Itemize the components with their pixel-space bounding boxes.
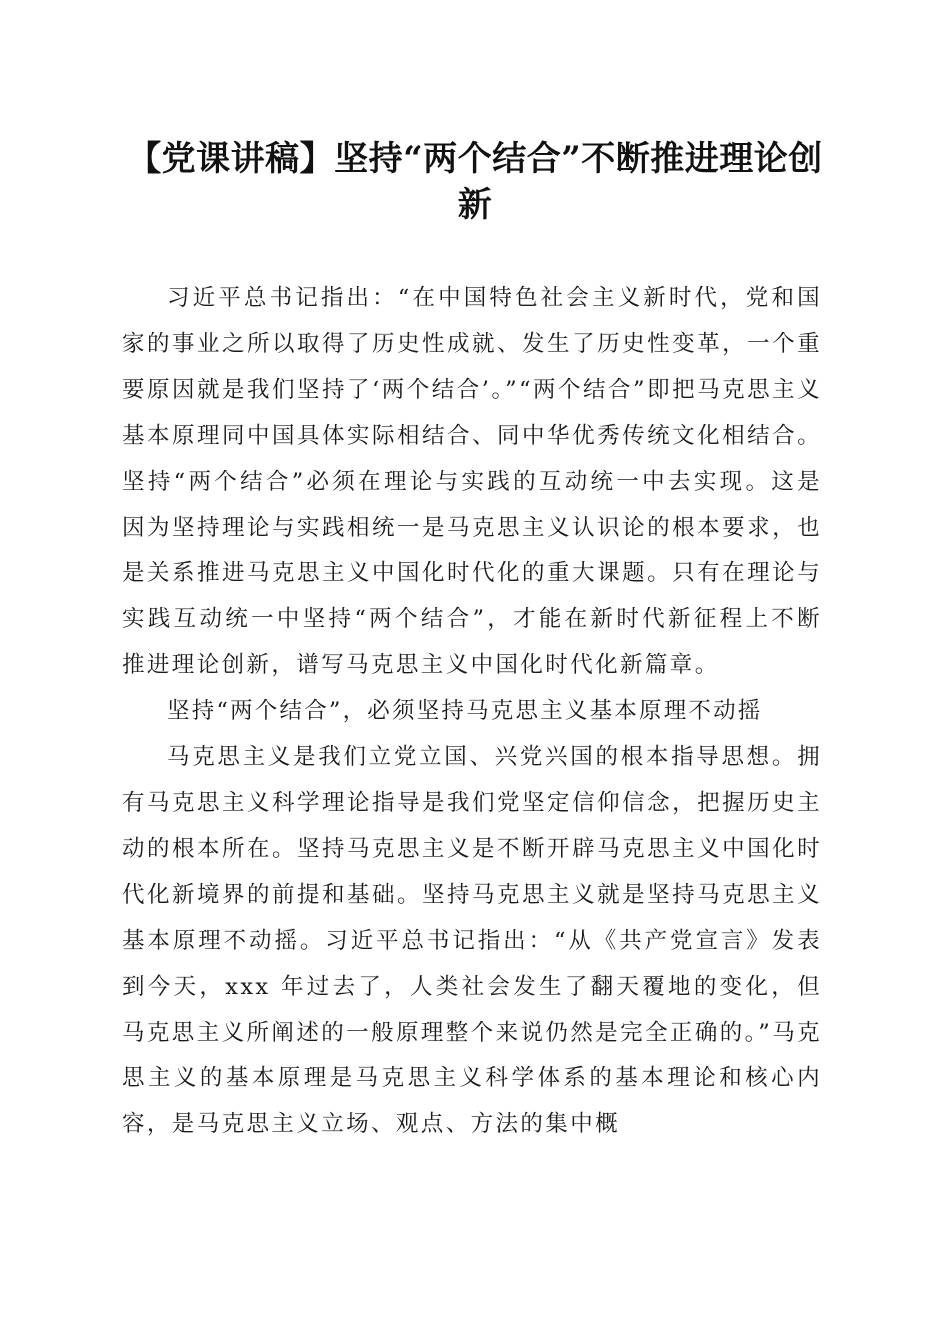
document-title: 【党课讲稿】坚持“两个结合”不断推进理论创新: [127, 139, 823, 225]
paragraph-section-one: 马克思主义是我们立党立国、兴党兴国的根本指导思想。拥有马克思主义科学理论指导是我们党坚定信仰信念，把握历史主动的根本所在。坚持马克思主义是不断开辟马克思主义中国化时代化新境界的前提和基础。坚持马克思主义就是坚持马克思主义基本原理不动摇。习近平总书记指出：“从《共产党宣言》发表到今天，xxx 年过去了，人类社会发生了翻天覆地的变化，但马克思主义所阐述的一般原理整个来说仍然是完全正确的。”马克思主义的基本原理是马克思主义科学体系的基本理论和核心内容，是马克思主义立场、观点、方法的集中概: [122, 744, 822, 1138]
document-body: [122, 276, 822, 1148]
section-heading: 坚持“两个结合”，必须坚持马克思主义基本原理不动摇: [167, 698, 763, 725]
paragraph-intro: 习近平总书记指出：“在中国特色社会主义新时代，党和国家的事业之所以取得了历史性成就、发生了历史性变革，一个重要原因就是我们坚持了‘两个结合’。”“两个结合”即把马克思主义基本原理同中国具体实际相结合、同中华优秀传统文化相结合。坚持“两个结合”必须在理论与实践的互动统一中去实现。这是因为坚持理论与实践相统一是马克思主义认识论的根本要求，也是关系推进马克思主义中国化时代化的重大课题。只有在理论与实践互动统一中坚持“两个结合”，才能在新时代新征程上不断推进理论创新，谱写马克思主义中国化时代化新篇章。: [122, 285, 822, 679]
